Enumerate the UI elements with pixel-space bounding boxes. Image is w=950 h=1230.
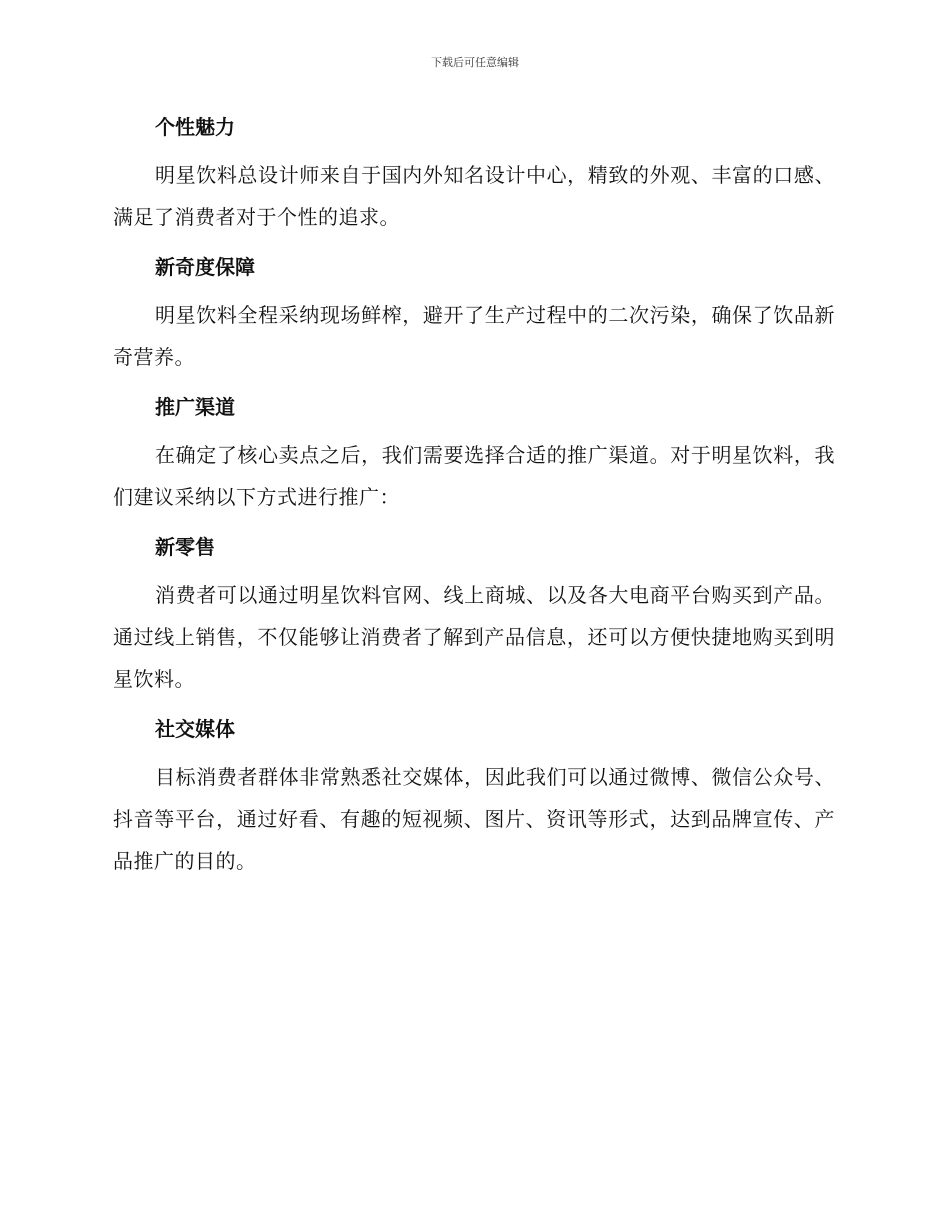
section-paragraph: 明星饮料全程采纳现场鲜榨，避开了生产过程中的二次污染，确保了饮品新奇营养。 [113,303,835,369]
section-heading: 推广渠道 [155,395,235,419]
section-heading: 新奇度保障 [155,255,255,279]
section-paragraph: 消费者可以通过明星饮料官网、线上商城、以及各大电商平台购买到产品。通过线上销售，不仅能够让消费者了解到产品信息，还可以方便快捷地购买到明星饮料。 [113,583,835,691]
section-heading: 个性魅力 [155,115,235,139]
section-social-media [113,712,835,882]
document-body [113,110,835,894]
section-paragraph: 在确定了核心卖点之后，我们需要选择合适的推广渠道。对于明星饮料，我们建议采纳以下方式进行推广： [113,443,835,509]
page-header: 下载后可任意编辑 [431,56,519,69]
section-heading: 新零售 [155,535,215,559]
section-new-retail [113,530,835,700]
section-paragraph: 明星饮料总设计师来自于国内外知名设计中心，精致的外观、丰富的口感、满足了消费者对于个性的追求。 [113,163,835,229]
section-personality [113,110,835,238]
section-freshness [113,250,835,378]
section-heading: 社交媒体 [155,717,235,741]
section-channels [113,390,835,518]
section-paragraph: 目标消费者群体非常熟悉社交媒体，因此我们可以通过微博、微信公众号、抖音等平台，通过好看、有趣的短视频、图片、资讯等形式，达到品牌宣传、产品推广的目的。 [113,765,835,873]
